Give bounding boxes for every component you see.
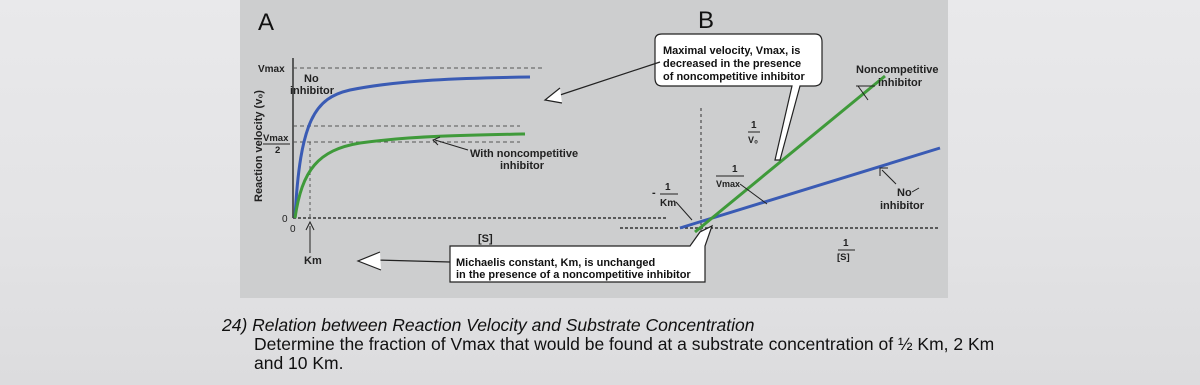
origin-x-label: 0 [290,224,296,235]
neg-one-over-km-denominator: Km [660,198,677,209]
vmax-callout-line2: decreased in the presence [663,58,802,70]
b-no-inhibitor-label-line2: inhibitor [880,200,924,212]
vmax-callout-line1: Maximal velocity, Vmax, is [663,45,801,57]
question-block [222,316,1182,373]
one-over-v0-numerator: 1 [751,120,757,131]
half-vmax-denominator: 2 [275,145,281,156]
question-body-line1: Determine the fraction of Vmax that would be found at a substrate concentration of ½ Km, 2 Km [254,334,995,354]
with-inhibitor-label-line2: inhibitor [500,160,544,172]
one-over-vmax-numerator: 1 [732,164,738,175]
vmax-label: Vmax [258,64,285,75]
panel-a-y-axis-label: Reaction velocity (v₀) [253,90,265,202]
half-vmax-numerator: Vmax [263,133,289,144]
origin-y-label: 0 [282,214,288,225]
one-over-s-numerator: 1 [843,238,849,249]
panel-a-x-axis-label: [S] [478,233,493,245]
question-body-line2: and 10 Km. [254,353,344,373]
panel-a-label: A [258,9,275,36]
neg-one-over-km-sign: - [652,187,656,199]
neg-one-over-km-numerator: 1 [665,182,671,193]
noncompetitive-label-line1: Noncompetitive [856,64,939,76]
one-over-v0-denominator: V₀ [748,135,759,145]
with-inhibitor-label-line1: With noncompetitive [470,148,579,160]
km-label: Km [304,255,322,267]
one-over-s-denominator: [S] [837,252,850,263]
no-inhibitor-label-line1: No [304,73,319,85]
km-callout-line2: in the presence of a noncompetitive inhibitor [456,269,691,281]
noncompetitive-label-line2: inhibitor [878,77,922,89]
one-over-vmax-denominator: Vmax [716,179,741,189]
panel-b-label: B [698,7,715,34]
vmax-callout-line3: of noncompetitive inhibitor [663,71,805,83]
km-callout-line1: Michaelis constant, Km, is unchanged [456,257,656,269]
question-title: 24) Relation between Reaction Velocity and Substrate Concentration [222,315,755,335]
b-no-inhibitor-label-line1: No [897,187,912,199]
no-inhibitor-label-line2: inhibitor [290,85,334,97]
